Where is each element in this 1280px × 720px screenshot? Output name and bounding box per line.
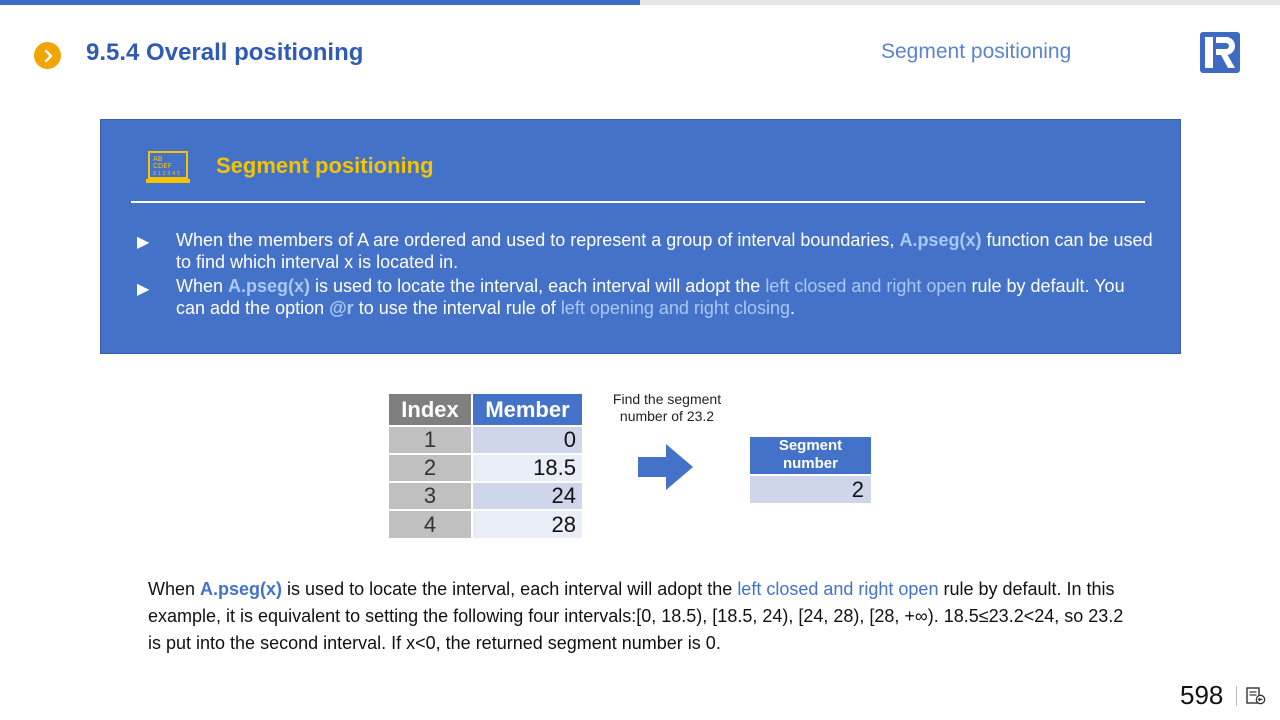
index-cell: 4 <box>389 510 472 538</box>
table-row <box>389 510 582 538</box>
segment-number-value: 2 <box>750 476 871 503</box>
info-panel <box>100 119 1181 354</box>
table-header-row <box>389 394 582 426</box>
svg-text:0 1 2 3 4 5: 0 1 2 3 4 5 <box>153 171 181 177</box>
bullet-triangle-icon: ▶ <box>137 281 150 298</box>
member-cell: 18.5 <box>472 454 582 482</box>
bullet-triangle-icon: ▶ <box>137 234 150 251</box>
column-header-member: Member <box>472 394 582 426</box>
panel-divider <box>131 201 1145 203</box>
member-cell: 24 <box>472 482 582 510</box>
member-cell: 0 <box>472 426 582 454</box>
page-number: 598 <box>1180 680 1224 710</box>
explanation-paragraph: When A.pseg(x) is used to locate the interval, each interval will adopt the left closed and right open rule by default. In this example, it is equivalent to setting the following four intervals:[0, 18.5), [18.5, 24), [24, 28), [28, +∞). 18.5≤23.2<24, so 23.2 is put into the second interval. If x<0, the returned segment number is 0. <box>148 579 1124 653</box>
find-segment-label: Find the segment number of 23.2 <box>612 391 722 424</box>
right-arrow-icon <box>638 444 694 490</box>
table-row <box>389 482 582 510</box>
index-cell: 2 <box>389 454 472 482</box>
page-title: 9.5.4 Overall positioning <box>86 39 364 66</box>
segment-number-header: Segment number <box>750 437 871 474</box>
chevron-right-circle-icon <box>34 42 61 69</box>
footer-divider <box>1236 686 1237 706</box>
table-row <box>389 454 582 482</box>
table-row <box>389 426 582 454</box>
svg-text:CDEF: CDEF <box>153 162 172 170</box>
progress-track <box>0 0 1280 5</box>
index-cell: 1 <box>389 426 472 454</box>
chalkboard-icon <box>146 151 190 185</box>
column-header-index: Index <box>389 394 472 426</box>
index-cell: 3 <box>389 482 472 510</box>
progress-fill <box>0 0 640 5</box>
r-logo-icon <box>1199 31 1241 74</box>
bullet-text-2: When A.pseg(x) is used to locate the interval, each interval will adopt the left closed and right open rule by default. You can add the option @r to use the interval rule of left opening and right closing. <box>176 276 1125 318</box>
panel-title: Segment positioning <box>216 153 434 178</box>
nav-segment-positioning[interactable]: Segment positioning <box>881 40 1072 63</box>
slide-return-icon[interactable] <box>1246 687 1266 705</box>
member-cell: 28 <box>472 510 582 538</box>
svg-text:AB: AB <box>153 155 163 163</box>
bullet-text-1: When the members of A are ordered and used to represent a group of interval boundaries, A.pseg(x) function can be used to find which interval x is located in. <box>176 230 1153 272</box>
member-table <box>389 394 582 538</box>
